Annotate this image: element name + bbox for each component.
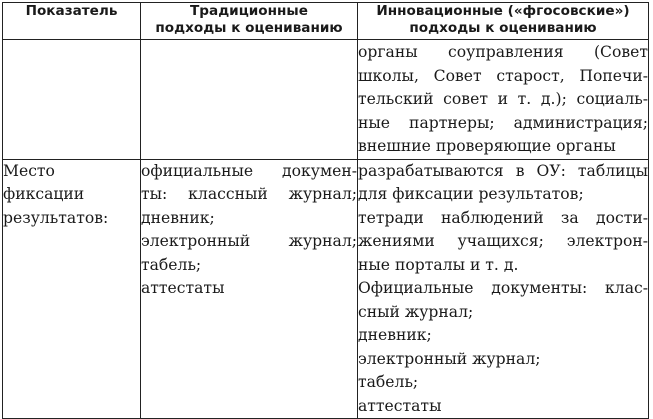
row2-traditional-line: официальные докумен- (141, 161, 357, 180)
row1-innovative-line: ные партнеры; администрация; (358, 113, 648, 132)
row2-traditional-line: аттестаты (141, 279, 225, 297)
row1-traditional-cell (141, 40, 358, 160)
row2-innovative-line: табель; (358, 373, 419, 391)
row2-innovative-line: тетради наблюдений за дости- (358, 208, 648, 227)
row1-indicator-cell (3, 40, 141, 160)
row2-innovative-line: разрабатываются в ОУ: таблицы (358, 161, 648, 180)
row2-indicator-line: фиксации (3, 185, 85, 203)
row2-indicator-line: результатов: (3, 208, 109, 227)
table-row (3, 159, 649, 419)
row2-innovative-line: для фиксации результатов; (358, 185, 584, 203)
row1-innovative-cell (358, 40, 649, 160)
header-traditional-line-1: Традиционные (190, 3, 308, 19)
row2-innovative-cell (358, 159, 649, 419)
row1-innovative-line: тельский совет и т. д.); социаль- (358, 90, 648, 108)
table-row (3, 40, 649, 160)
row2-innovative-line: аттестаты (358, 396, 442, 415)
row2-traditional-line: ты: классный журнал; (141, 185, 357, 203)
row2-traditional-cell (141, 159, 358, 419)
header-indicator-text: Показатель (25, 3, 118, 19)
header-innovative (358, 3, 649, 40)
header-innovative-line-2: подходы к оцениванию (409, 20, 597, 36)
comparison-table (2, 2, 649, 419)
row2-innovative-line: дневник; (358, 326, 432, 344)
row2-innovative-line: Официальные документы: клас- (358, 279, 648, 297)
header-traditional (141, 3, 358, 40)
header-indicator (3, 3, 141, 40)
row1-innovative-line: школы, Совет старост, Попечи- (358, 66, 648, 85)
row2-indicator-line: Место (3, 161, 55, 180)
row2-innovative-line: электронный журнал; (358, 349, 541, 368)
header-innovative-line-1: Инновационные («фгосовские») (376, 3, 630, 19)
row2-innovative-line: жениями учащихся; электрон- (358, 232, 648, 250)
table-header-row (3, 3, 649, 40)
row2-traditional-line: табель; (141, 255, 202, 274)
row2-innovative-line: ные порталы и т. д. (358, 255, 519, 274)
header-traditional-line-2: подходы к оцениванию (155, 20, 343, 36)
row1-innovative-line: внешние проверяющие органы (358, 137, 616, 155)
row2-indicator-cell (3, 159, 141, 419)
row2-innovative-line: сный журнал; (358, 302, 474, 321)
row1-innovative-line: органы соуправления (Совет (358, 43, 648, 61)
row2-traditional-line: электронный журнал; (141, 232, 357, 250)
row2-traditional-line: дневник; (141, 208, 215, 227)
